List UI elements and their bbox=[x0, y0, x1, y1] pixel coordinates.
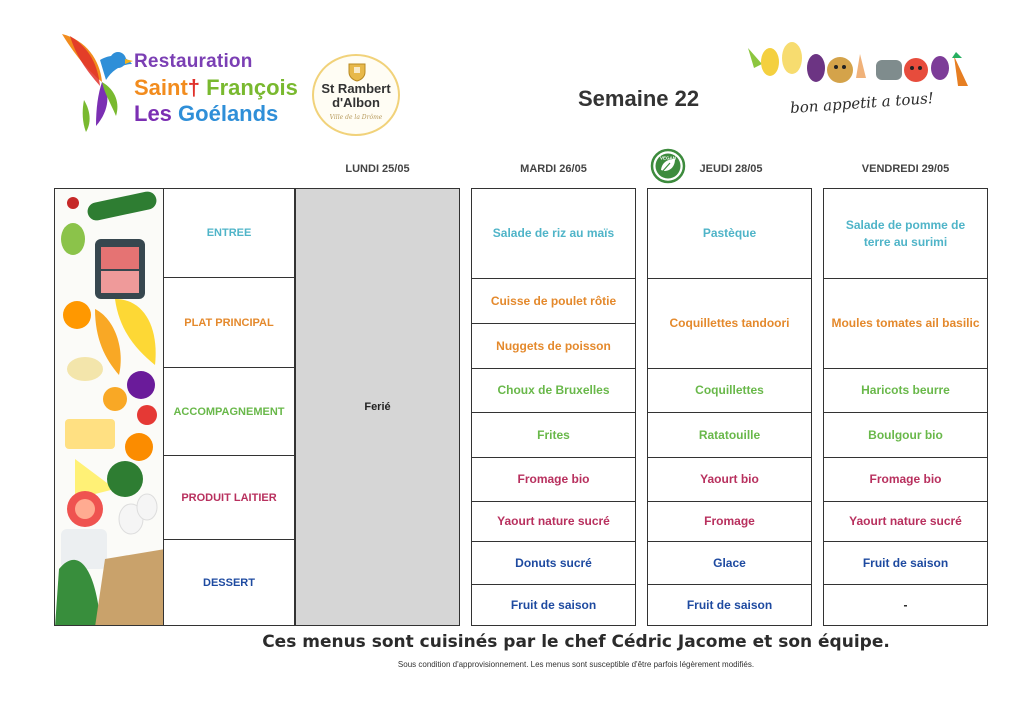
restaurant-logo bbox=[56, 30, 296, 134]
week-title: Semaine 22 bbox=[578, 86, 700, 111]
brand-line-goelands bbox=[134, 103, 298, 125]
category-dessert: DESSERT bbox=[163, 540, 295, 626]
jeudi-laitier-1: Yaourt bio bbox=[648, 457, 811, 501]
vendredi-accompagnement-1: Haricots beurre bbox=[824, 368, 987, 412]
city-subtitle: Ville de la Drôme bbox=[329, 114, 383, 121]
footer-chef-credit: Ces menus sont cuisinés par le chef Cédric Jacome et son équipe. bbox=[262, 632, 890, 652]
mardi-column bbox=[471, 188, 636, 626]
brand-text bbox=[134, 52, 298, 125]
jeudi-dessert-2: Fruit de saison bbox=[648, 584, 811, 625]
category-produit-laitier: PRODUIT LAITIER bbox=[163, 456, 295, 540]
vegan-leaf-icon bbox=[650, 148, 686, 184]
category-accompagnement: ACCOMPAGNEMENT bbox=[163, 368, 295, 456]
city-logo bbox=[312, 54, 400, 136]
mardi-accompagnement-1: Choux de Bruxelles bbox=[472, 368, 635, 412]
vendredi-laitier-2: Yaourt nature sucré bbox=[824, 501, 987, 541]
city-crest-icon bbox=[348, 62, 366, 82]
vegan-badge-label: VEGAN bbox=[659, 155, 677, 161]
jeudi-accompagnement-2: Ratatouille bbox=[648, 412, 811, 457]
jeudi-plat: Coquillettes tandoori bbox=[648, 278, 811, 368]
city-name-line2: d'Albon bbox=[332, 94, 380, 110]
mardi-laitier-1: Fromage bio bbox=[472, 457, 635, 501]
jeudi-entree: Pastèque bbox=[702, 226, 757, 241]
appetit-logo bbox=[740, 34, 984, 122]
jeudi-dessert-1: Glace bbox=[648, 541, 811, 584]
category-plat-principal: PLAT PRINCIPAL bbox=[163, 278, 295, 368]
cartoon-vegetables-icon bbox=[740, 34, 984, 96]
category-entree: ENTREE bbox=[163, 188, 295, 278]
appetit-text: bon appetit a tous! bbox=[789, 89, 935, 117]
jeudi-laitier-2: Fromage bbox=[648, 501, 811, 541]
day-header-jeudi: JEUDI 28/05 bbox=[699, 163, 763, 175]
mardi-entree: Salade de riz au maïs bbox=[492, 226, 615, 241]
vendredi-accompagnement-2: Boulgour bio bbox=[824, 412, 987, 457]
fresh-food-photo bbox=[54, 188, 164, 626]
brand-francois: François bbox=[206, 75, 298, 100]
city-name bbox=[314, 82, 398, 109]
brand-line-saint-francois bbox=[134, 77, 298, 99]
vendredi-laitier-1: Fromage bio bbox=[824, 457, 987, 501]
mardi-accompagnement-2: Frites bbox=[472, 412, 635, 457]
mardi-plat-2: Nuggets de poisson bbox=[472, 323, 635, 368]
vendredi-plat: Moules tomates ail basilic bbox=[824, 278, 987, 368]
vendredi-column bbox=[823, 188, 988, 626]
day-header-mardi: MARDI 26/05 bbox=[520, 163, 587, 175]
colorful-bird-logo-icon bbox=[56, 30, 134, 134]
brand-goelands: Goélands bbox=[178, 101, 279, 126]
brand-saint: Saint bbox=[134, 75, 188, 100]
category-column bbox=[163, 188, 295, 626]
footer-disclaimer: Sous condition d'approvisionnement. Les menus sont susceptible d'être parfois légèrement modifiés. bbox=[397, 660, 755, 669]
vendredi-dessert-2: - bbox=[824, 584, 987, 625]
mardi-laitier-2: Yaourt nature sucré bbox=[472, 501, 635, 541]
fresh-food-photo-icon bbox=[55, 189, 164, 626]
brand-cross: † bbox=[187, 75, 201, 100]
vendredi-entree: Salade de pomme de terre au surimi bbox=[845, 218, 966, 249]
day-header-vendredi: VENDREDI 29/05 bbox=[861, 163, 950, 175]
brand-les: Les bbox=[134, 101, 172, 126]
jeudi-accompagnement-1: Coquillettes bbox=[648, 368, 811, 412]
city-name-line1: St Rambert bbox=[321, 81, 391, 96]
day-header-lundi: LUNDI 25/05 bbox=[345, 163, 410, 175]
vendredi-dessert-1: Fruit de saison bbox=[824, 541, 987, 584]
mardi-plat-1: Cuisse de poulet rôtie bbox=[472, 278, 635, 323]
mardi-dessert-2: Fruit de saison bbox=[472, 584, 635, 625]
jeudi-column bbox=[647, 188, 812, 626]
mardi-dessert-1: Donuts sucré bbox=[472, 541, 635, 584]
brand-line-restauration: Restauration bbox=[134, 51, 253, 72]
lundi-ferie-cell: Ferié bbox=[295, 188, 460, 626]
